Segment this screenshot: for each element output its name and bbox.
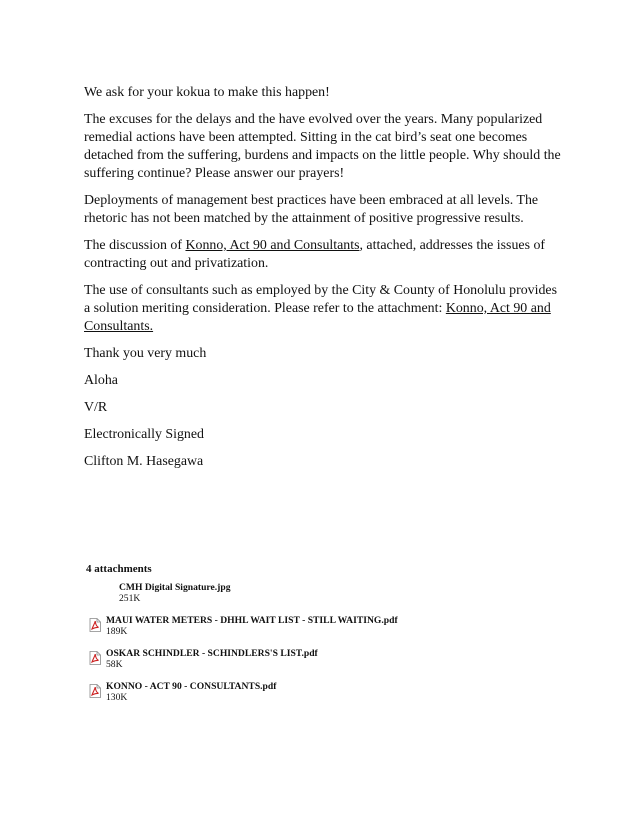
paragraph-discussion bbox=[84, 237, 564, 273]
attachments-header: 4 attachments bbox=[86, 563, 152, 575]
discussion-text-end: , attached, addresses the issues of contracting out and privatization. bbox=[84, 238, 546, 271]
attachment-item[interactable] bbox=[86, 648, 566, 681]
attachment-item[interactable] bbox=[86, 681, 566, 714]
attachment-name[interactable]: KONNO - ACT 90 - CONSULTANTS.pdf bbox=[106, 681, 277, 692]
closing-thanks: Thank you very much bbox=[84, 346, 207, 361]
konno-link[interactable]: Konno, Act 90 and Consultants bbox=[185, 238, 360, 253]
attachment-name[interactable]: MAUI WATER METERS - DHHL WAIT LIST - STILL WAITING.pdf bbox=[106, 615, 398, 626]
paragraph-kokua: We ask for your kokua to make this happen! bbox=[84, 85, 330, 100]
attachment-info bbox=[106, 648, 318, 670]
pdf-icon bbox=[89, 684, 101, 698]
attachment-name[interactable]: OSKAR SCHINDLER - SCHINDLERS'S LIST.pdf bbox=[106, 648, 318, 659]
pdf-icon bbox=[89, 651, 101, 665]
attachment-item[interactable] bbox=[86, 582, 566, 615]
attachment-info bbox=[106, 681, 276, 703]
paragraph-deployments: Deployments of management best practices have been embraced at all levels. The rhetoric has not been matched by the attainment of positive progressive results. bbox=[84, 193, 539, 226]
signature-name: Clifton M. Hasegawa bbox=[84, 454, 204, 469]
konno-attachment-link[interactable]: Konno, Act 90 and Consultants. bbox=[84, 301, 551, 334]
discussion-text-start: The discussion of bbox=[84, 238, 186, 253]
closing-aloha: Aloha bbox=[84, 373, 118, 388]
attachment-size: 189K bbox=[106, 626, 128, 637]
attachment-size: 58K bbox=[106, 659, 123, 670]
paragraph-consultants bbox=[84, 282, 564, 336]
pdf-icon bbox=[89, 618, 101, 632]
attachment-item[interactable] bbox=[86, 615, 566, 648]
attachment-info bbox=[106, 615, 398, 637]
attachment-size: 251K bbox=[119, 593, 141, 604]
attachment-size: 130K bbox=[106, 692, 128, 703]
paragraph-excuses: The excuses for the delays and the have evolved over the years. Many popularized remedial actions have been attempted. Sitting in the cat bird’s seat one becomes detached from the suffering, burdens and impacts on the little people. Why should the suffering continue? Please answer our prayers! bbox=[84, 112, 561, 181]
attachment-info bbox=[119, 582, 231, 604]
consultants-text: The use of consultants such as employed by the City & County of Honolulu provides a solution meriting consideration. Please refer to the attachment: bbox=[84, 283, 557, 316]
attachment-name[interactable]: CMH Digital Signature.jpg bbox=[119, 582, 231, 593]
closing-vr: V/R bbox=[84, 400, 108, 415]
closing-signed: Electronically Signed bbox=[84, 427, 204, 442]
attachments-section bbox=[86, 563, 566, 714]
letter-body bbox=[84, 84, 564, 480]
